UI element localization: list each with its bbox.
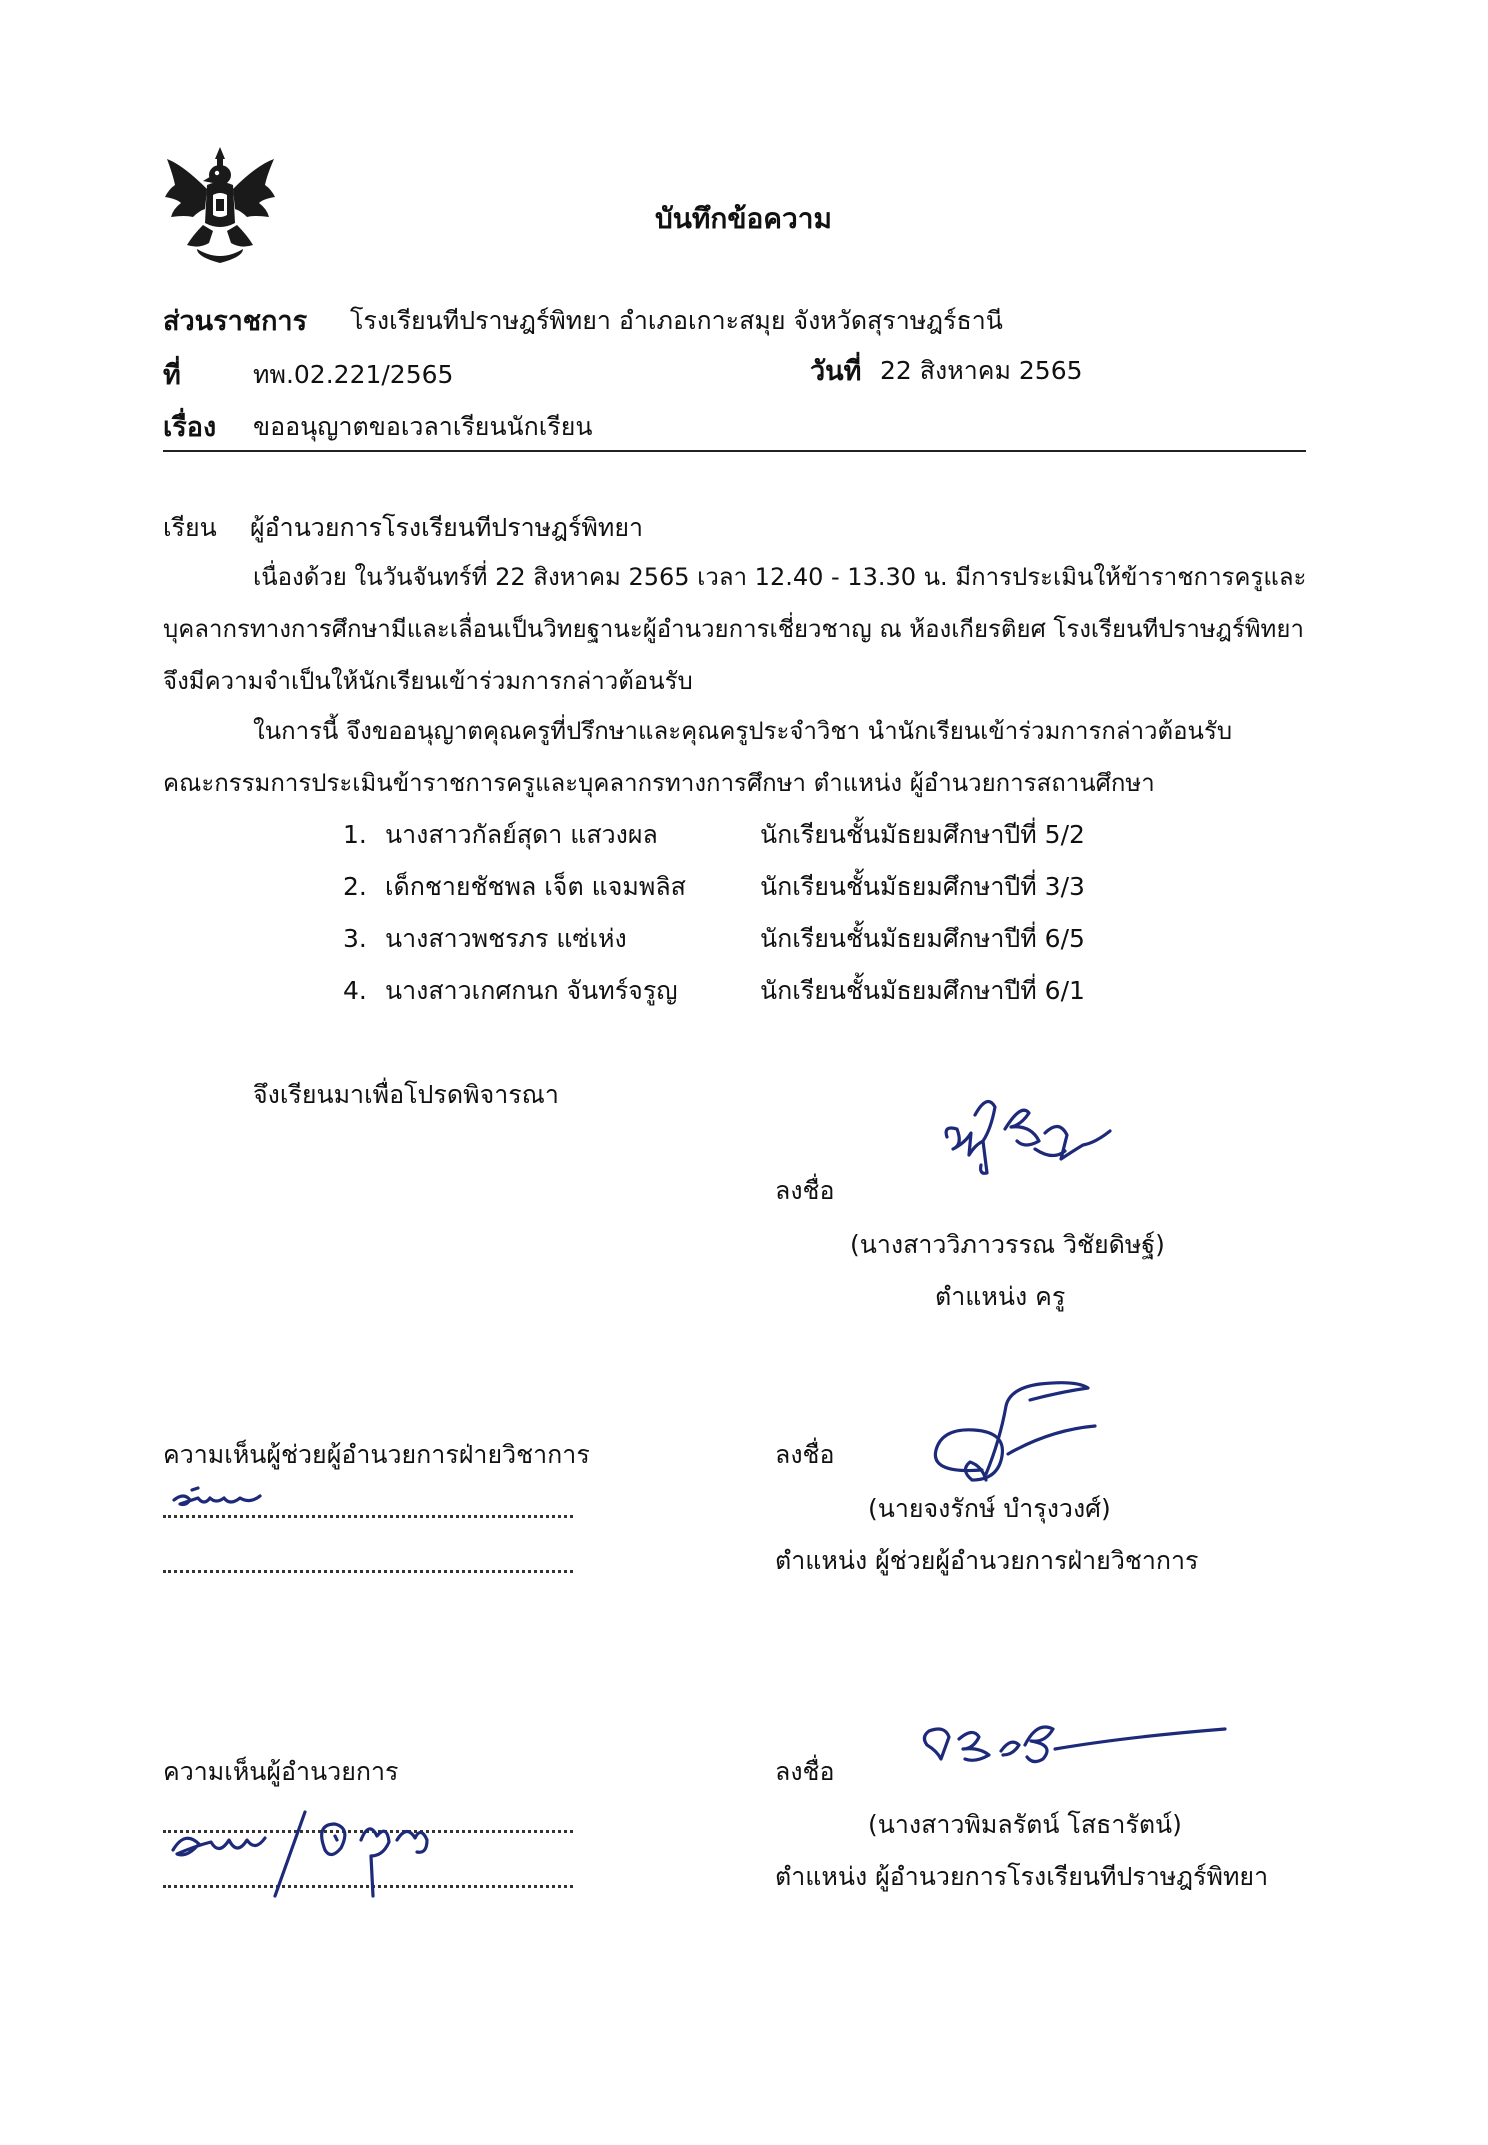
para2-line1: ในการนี้ จึงขออนุญาตคุณครูที่ปรึกษาและคุณครูประจำวิชา นำนักเรียนเข้าร่วมการกล่าวต้อนรับ: [253, 717, 1233, 745]
garuda-emblem-icon: [163, 145, 278, 265]
ref-label: ที่: [163, 360, 181, 391]
assistant-sign-label: ลงชื่อ: [775, 1440, 835, 1469]
student-name: นางสาวกัลย์สุดา แสวงผล: [385, 820, 658, 849]
assistant-position: ตำแหน่ง ผู้ช่วยผู้อำนวยการฝ่ายวิชาการ: [775, 1546, 1199, 1575]
closing-text: จึงเรียนมาเพื่อโปรดพิจารณา: [253, 1080, 559, 1109]
student-class: นักเรียนชั้นมัธยมศึกษาปีที่ 3/3: [760, 872, 1085, 901]
para2-line2: คณะกรรมการประเมินข้าราชการครูและบุคลากรทางการศึกษา ตำแหน่ง ผู้อำนวยการสถานศึกษา: [163, 769, 1155, 797]
date-value: 22 สิงหาคม 2565: [880, 356, 1083, 385]
para1-line3: จึงมีความจำเป็นให้นักเรียนเข้าร่วมการกล่าวต้อนรับ: [163, 667, 693, 695]
director-name: (นางสาวพิมลรัตน์ โสธารัตน์): [868, 1810, 1182, 1839]
to-value: ผู้อำนวยการโรงเรียนทีปราษฎร์พิทยา: [250, 513, 644, 542]
director-position: ตำแหน่ง ผู้อำนวยการโรงเรียนทีปราษฎร์พิทยา: [775, 1862, 1269, 1891]
para1-line2: บุคลากรทางการศึกษามีและเลื่อนเป็นวิทยฐานะผู้อำนวยการเชี่ยวชาญ ณ ห้องเกียรติยศ โรงเรียนทีปราษฎร์พิทยา: [163, 615, 1304, 643]
student-name: เด็กชายชัชพล เจ็ต แจมพลิส: [385, 872, 686, 901]
student-no: 3.: [343, 924, 367, 953]
assistant-name: (นายจงรักษ์ บำรุงวงศ์): [868, 1494, 1111, 1523]
director-opinion-handwriting: [165, 1800, 465, 1910]
assistant-opinion-label: ความเห็นผู้ช่วยผู้อำนวยการฝ่ายวิชาการ: [163, 1440, 590, 1469]
student-no: 1.: [343, 820, 367, 849]
teacher-name: (นางสาววิภาวรรณ วิชัยดิษฐ์): [850, 1230, 1165, 1259]
subject-label: เรื่อง: [163, 412, 217, 443]
student-class: นักเรียนชั้นมัธยมศึกษาปีที่ 5/2: [760, 820, 1085, 849]
para1-line1: เนื่องด้วย ในวันจันทร์ที่ 22 สิงหาคม 2565 เวลา 12.40 - 13.30 น. มีการประเมินให้ข้าราชการครูและ: [253, 563, 1307, 591]
director-signature: [915, 1715, 1235, 1785]
student-name: นางสาวพชรภร แซ่เห่ง: [385, 924, 627, 953]
director-opinion-label: ความเห็นผู้อำนวยการ: [163, 1757, 399, 1786]
memo-title: บันทึกข้อความ: [655, 202, 832, 235]
student-class: นักเรียนชั้นมัธยมศึกษาปีที่ 6/5: [760, 924, 1085, 953]
date-label: วันที่: [810, 356, 862, 387]
student-name: นางสาวเกศกนก จันทร์จรูญ: [385, 976, 678, 1005]
to-label: เรียน: [163, 513, 217, 542]
dept-label: ส่วนราชการ: [163, 306, 308, 337]
student-class: นักเรียนชั้นมัธยมศึกษาปีที่ 6/1: [760, 976, 1085, 1005]
assistant-opinion-handwriting: [170, 1480, 280, 1514]
assistant-opinion-line-1: [163, 1515, 573, 1518]
student-no: 4.: [343, 976, 367, 1005]
ref-value: ทพ.02.221/2565: [253, 360, 454, 389]
assistant-opinion-line-2: [163, 1570, 573, 1573]
director-sign-label: ลงชื่อ: [775, 1757, 835, 1786]
teacher-sign-label: ลงชื่อ: [775, 1176, 835, 1205]
student-no: 2.: [343, 872, 367, 901]
header-divider: [163, 450, 1306, 452]
dept-value: โรงเรียนทีปราษฎร์พิทยา อำเภอเกาะสมุย จังหวัดสุราษฎร์ธานี: [350, 306, 1003, 335]
teacher-signature: [935, 1085, 1120, 1185]
teacher-position: ตำแหน่ง ครู: [935, 1282, 1066, 1311]
subject-value: ขออนุญาตขอเวลาเรียนนักเรียน: [253, 412, 593, 441]
